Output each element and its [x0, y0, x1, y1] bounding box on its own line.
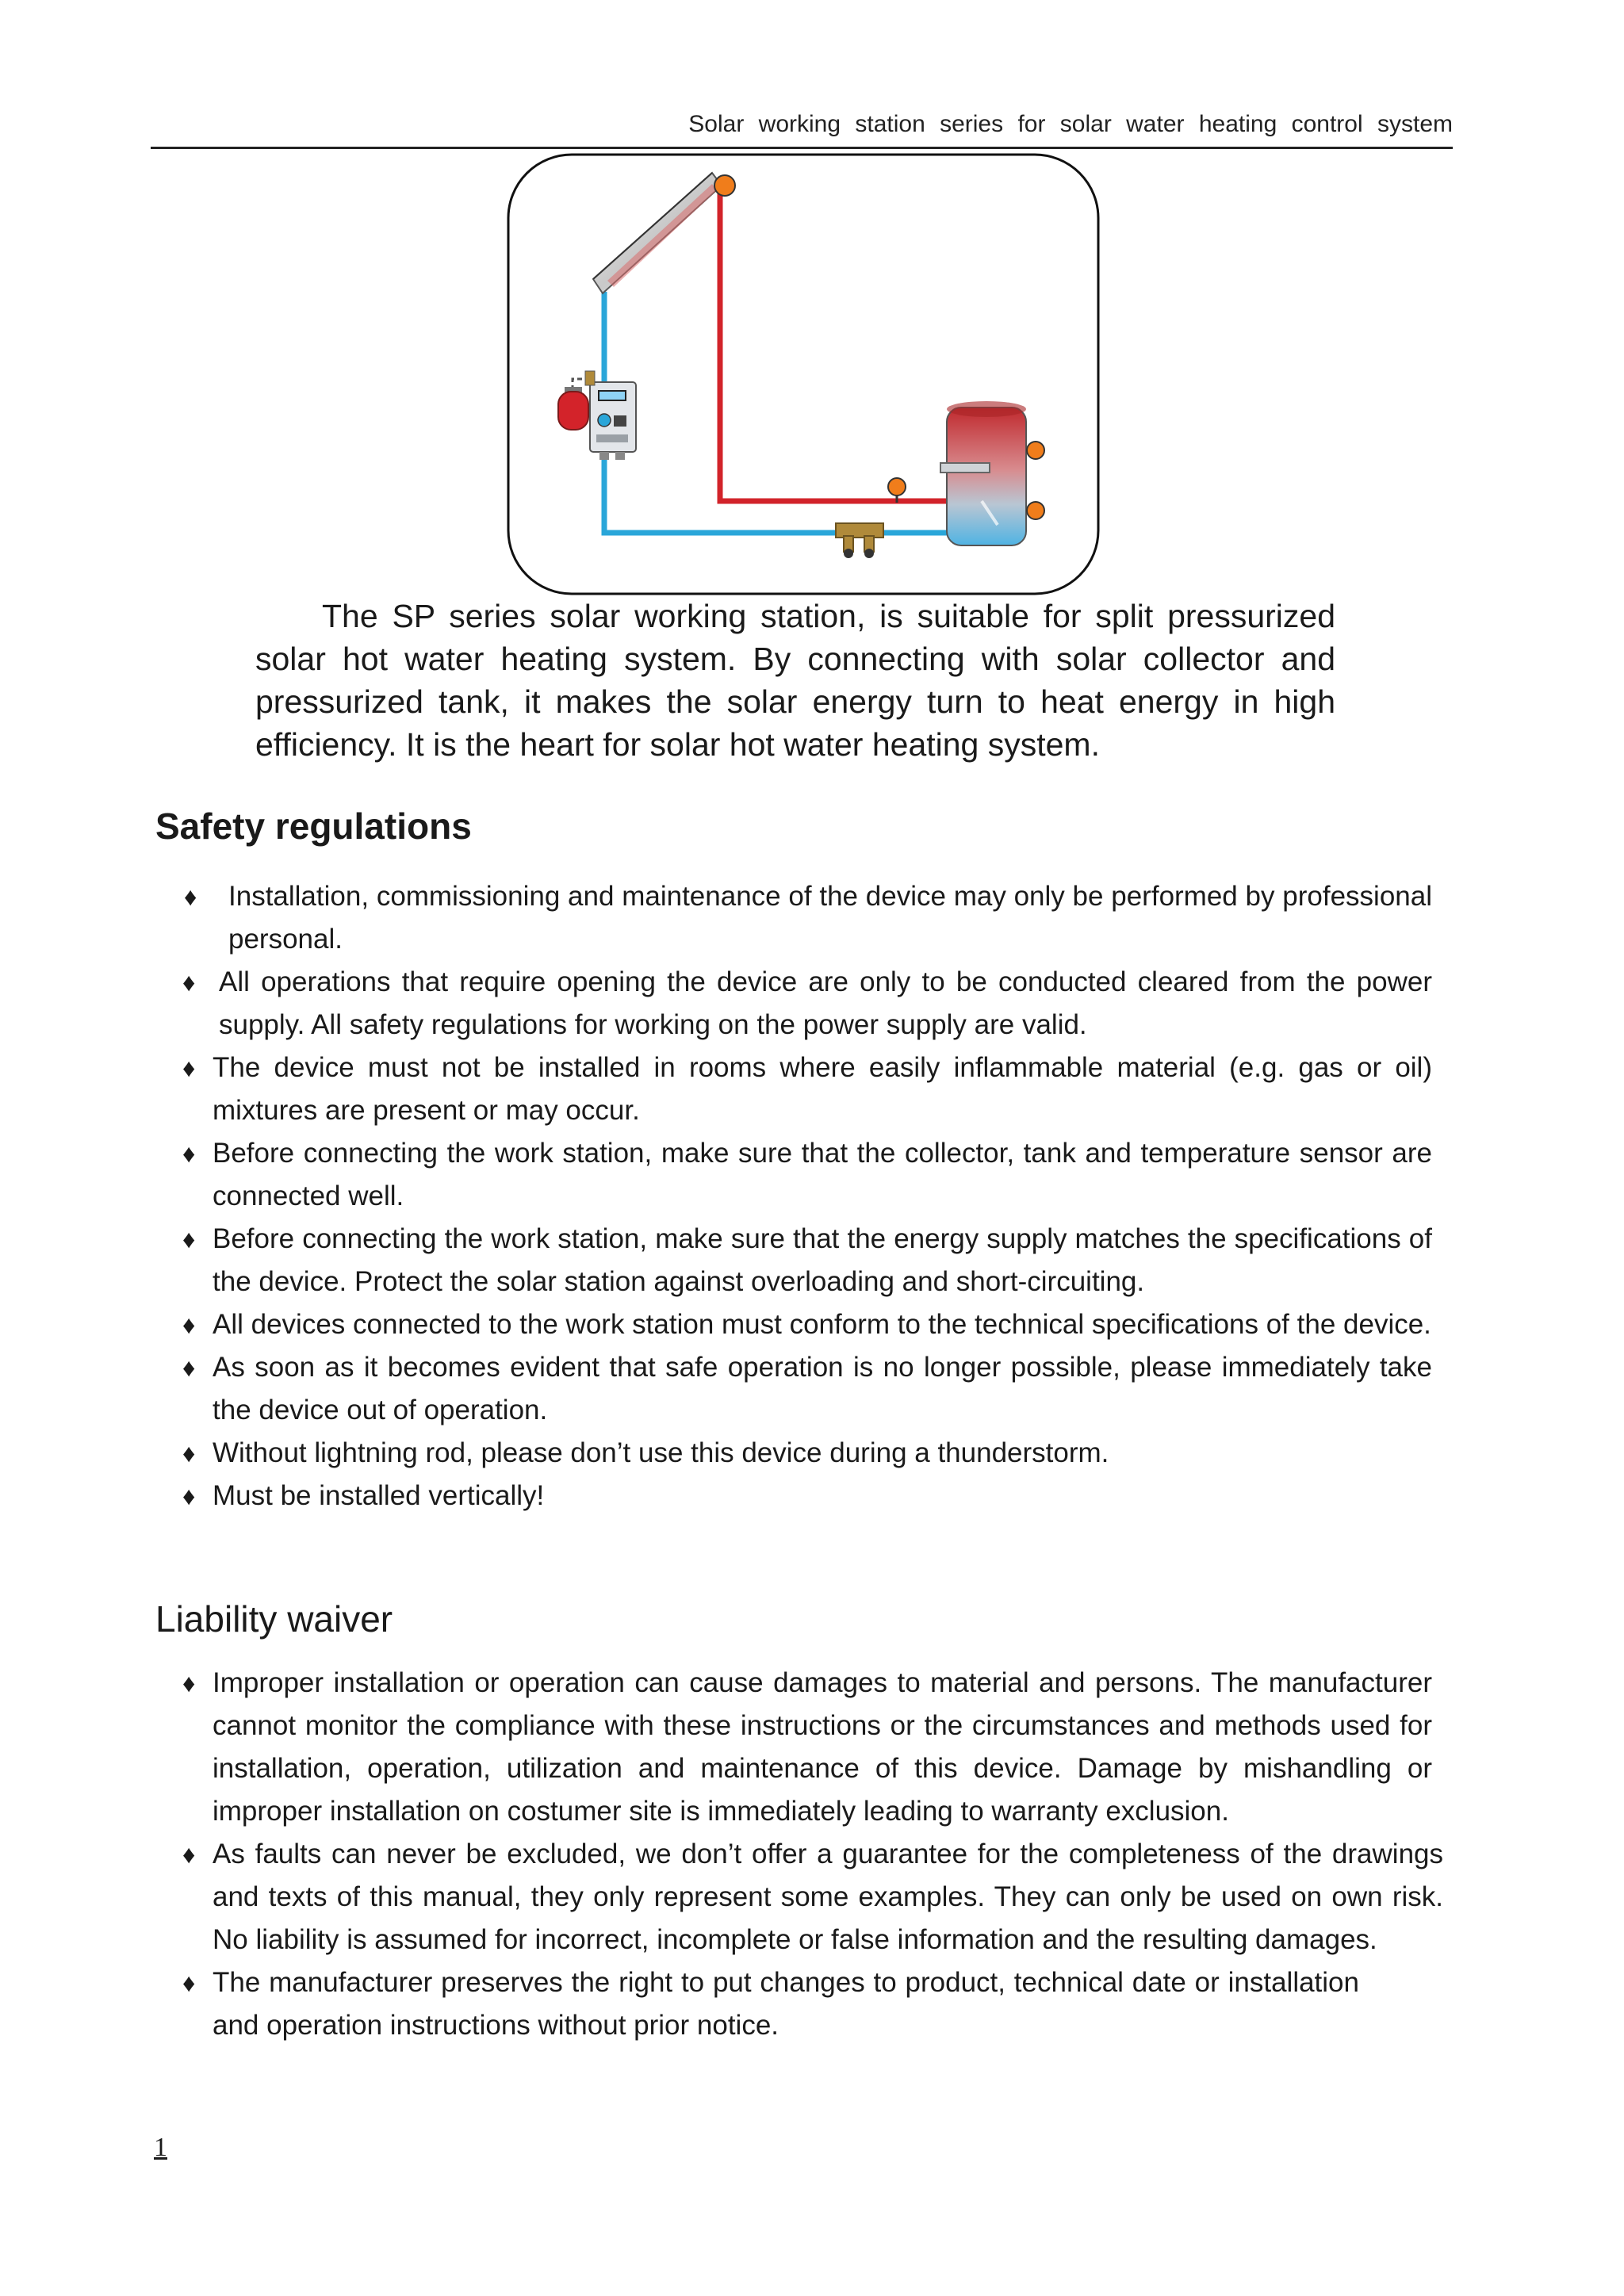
safety-item: [0, 875, 1432, 961]
page-number: 1: [154, 2133, 167, 2162]
safety-item: [0, 1475, 1432, 1517]
liability-item-text: Improper installation or operation can cause damages to material and persons. The manufacturer cannot monitor the compliance with these instructions or the circumstances and methods used for installation, operation, utilization and maintenance of this device. Damage by mishandling or improper installation on costumer site is immediately leading to warranty exclusion.: [213, 1667, 1432, 1827]
safety-item-text: All operations that require opening the device are only to be conducted cleared from the power supply. All safety regulations for working on the power supply are valid.: [219, 966, 1432, 1040]
solar-system-diagram: [506, 152, 1101, 596]
bullet-icon: ♦: [184, 882, 197, 911]
tank-bottom-sensor: [1027, 502, 1044, 519]
collector-sensor: [714, 175, 735, 196]
safety-item-text: Before connecting the work station, make sure that the energy supply matches the specifications of the device. Protect the solar station against overloading and short-circuiting.: [213, 1223, 1432, 1297]
safety-item: [0, 1346, 1432, 1432]
bullet-icon: ♦: [182, 1969, 196, 1997]
liability-list: [0, 1662, 1624, 2047]
safety-item-text: Before connecting the work station, make sure that the collector, tank and temperature sensor are connected well.: [213, 1138, 1432, 1211]
bullet-icon: ♦: [182, 1840, 196, 1869]
intro-text: The SP series solar working station, is suitable for split pressurized solar hot water heating system. By connecting with solar collector and pressurized tank, it makes the solar energy turn to heat energy in high efficiency. It is the heart for solar hot water heating system.: [255, 598, 1335, 763]
bullet-icon: ♦: [182, 1482, 196, 1510]
safety-item: [0, 1303, 1432, 1346]
work-station-unit: [590, 382, 636, 460]
liability-heading: Liability waiver: [155, 1598, 393, 1640]
pipe-sensor: [888, 478, 906, 496]
liability-item: [0, 1961, 1359, 2047]
liability-item-text: The manufacturer preserves the right to put changes to product, technical date or installation and operation instructions without prior notice.: [213, 1967, 1359, 2041]
safety-item-text: As soon as it becomes evident that safe operation is no longer possible, please immediately take the device out of operation.: [213, 1352, 1432, 1425]
safety-item: [0, 1132, 1432, 1218]
safety-item-text: Installation, commissioning and maintenance of the device may only be performed by professional personal.: [228, 881, 1432, 955]
safety-item-text: The device must not be installed in rooms where easily inflammable material (e.g. gas or oil) mixtures are present or may occur.: [213, 1052, 1432, 1126]
bullet-icon: ♦: [182, 1353, 196, 1382]
safety-item: [0, 1432, 1432, 1475]
bullet-icon: ♦: [182, 968, 196, 997]
safety-item: [0, 1047, 1432, 1132]
bullet-icon: ♦: [182, 1054, 196, 1082]
safety-item-text: Must be installed vertically!: [213, 1480, 545, 1511]
storage-tank: [940, 401, 1026, 545]
bullet-icon: ♦: [182, 1439, 196, 1468]
bullet-icon: ♦: [182, 1669, 196, 1697]
header-rule: [151, 147, 1453, 149]
liability-item: [0, 1833, 1443, 1961]
bullet-icon: ♦: [182, 1311, 196, 1339]
safety-list: [0, 875, 1624, 1517]
bullet-icon: ♦: [182, 1139, 196, 1168]
liability-item: [0, 1662, 1432, 1833]
running-header: Solar working station series for solar water heating control system: [688, 111, 1453, 137]
bullet-icon: ♦: [182, 1225, 196, 1253]
safety-item: [0, 1218, 1432, 1303]
safety-heading: Safety regulations: [155, 806, 472, 847]
safety-item: [0, 961, 1432, 1047]
safety-item-text: Without lightning rod, please don’t use this device during a thunderstorm.: [213, 1437, 1109, 1468]
safety-item-text: All devices connected to the work station must conform to the technical specifications of the device.: [213, 1309, 1431, 1340]
liability-item-text: As faults can never be excluded, we don’t offer a guarantee for the completeness of the drawings and texts of this manual, they only represent some examples. They can only be used on own risk. No liability is assumed for incorrect, incomplete or false information and the resulting damages.: [213, 1839, 1443, 1955]
intro-paragraph: [255, 595, 1335, 766]
tank-top-sensor: [1027, 442, 1044, 459]
